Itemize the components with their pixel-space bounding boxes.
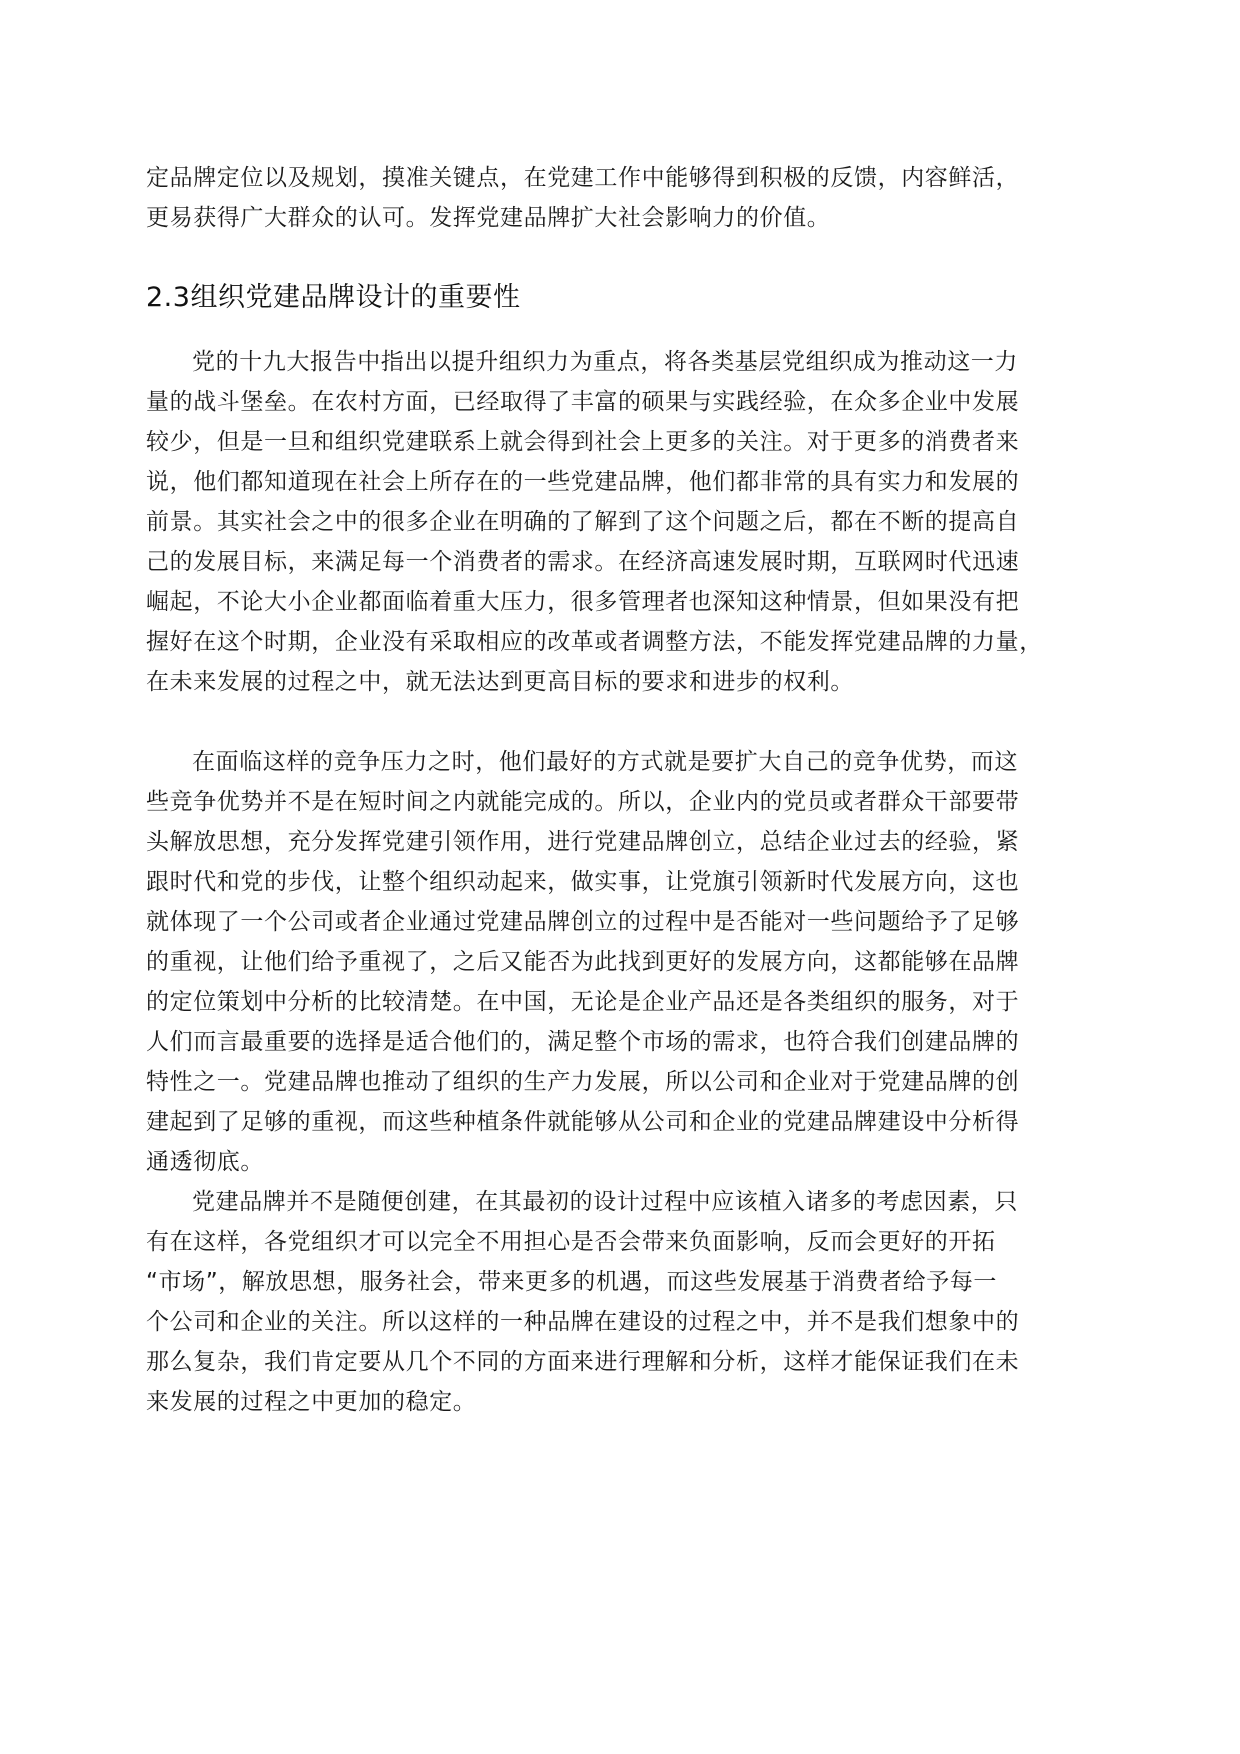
- paragraph-line: “市场”，解放思想，服务社会，带来更多的机遇，而这些发展基于消费者给予每一: [146, 1269, 998, 1295]
- paragraph-line: 的重视，让他们给予重视了，之后又能否为此找到更好的发展方向，这都能够在品牌: [146, 949, 1020, 975]
- paragraph-2: [146, 742, 1096, 1182]
- paragraph-line: 前景。其实社会之中的很多企业在明确的了解到了这个问题之后，都在不断的提高自: [146, 509, 1020, 535]
- paragraph-line: 握好在这个时期，企业没有采取相应的改革或者调整方法，不能发挥党建品牌的力量，: [146, 629, 1043, 655]
- paragraph-line: 说，他们都知道现在社会上所存在的一些党建品牌，他们都非常的具有实力和发展的: [146, 469, 1020, 495]
- paragraph-line: 就体现了一个公司或者企业通过党建品牌创立的过程中是否能对一些问题给予了足够: [146, 909, 1020, 935]
- paragraph-line: 建起到了足够的重视，而这些种植条件就能够从公司和企业的党建品牌建设中分析得: [146, 1109, 1020, 1135]
- paragraph-line: 更易获得广大群众的认可。发挥党建品牌扩大社会影响力的价值。: [146, 205, 831, 231]
- paragraph-line: 来发展的过程之中更加的稳定。: [146, 1389, 477, 1415]
- paragraph-1: [146, 342, 1096, 702]
- paragraph-line: 崛起，不论大小企业都面临着重大压力，很多管理者也深知这种情景，但如果没有把: [146, 589, 1020, 615]
- section-heading: 2.3组织党建品牌设计的重要性: [146, 282, 521, 313]
- paragraph-line: 那么复杂，我们肯定要从几个不同的方面来进行理解和分析，这样才能保证我们在未: [146, 1349, 1020, 1375]
- paragraph-line: 些竞争优势并不是在短时间之内就能完成的。所以，企业内的党员或者群众干部要带: [146, 789, 1020, 815]
- intro-paragraph: [146, 158, 1096, 238]
- paragraph-line: 人们而言最重要的选择是适合他们的，满足整个市场的需求，也符合我们创建品牌的: [146, 1029, 1020, 1055]
- paragraph-line: 党建品牌并不是随便创建，在其最初的设计过程中应该植入诸多的考虑因素，只: [192, 1189, 1018, 1215]
- paragraph-line: 在面临这样的竞争压力之时，他们最好的方式就是要扩大自己的竞争优势，而这: [192, 749, 1018, 775]
- paragraph-line: 通透彻底。: [146, 1149, 264, 1175]
- paragraph-line: 有在这样，各党组织才可以完全不用担心是否会带来负面影响，反而会更好的开拓: [146, 1229, 996, 1255]
- paragraph-line: 头解放思想，充分发挥党建引领作用，进行党建品牌创立，总结企业过去的经验，紧: [146, 829, 1020, 855]
- paragraph-line: 己的发展目标，来满足每一个消费者的需求。在经济高速发展时期，互联网时代迅速: [146, 549, 1020, 575]
- paragraph-line: 个公司和企业的关注。所以这样的一种品牌在建设的过程之中，并不是我们想象中的: [146, 1309, 1020, 1335]
- paragraph-line: 特性之一。党建品牌也推动了组织的生产力发展，所以公司和企业对于党建品牌的创: [146, 1069, 1020, 1095]
- paragraph-3: [146, 1182, 1096, 1422]
- paragraph-line: 量的战斗堡垒。在农村方面，已经取得了丰富的硕果与实践经验，在众多企业中发展: [146, 389, 1020, 415]
- paragraph-line: 的定位策划中分析的比较清楚。在中国，无论是企业产品还是各类组织的服务，对于: [146, 989, 1020, 1015]
- paragraph-line: 定品牌定位以及规划，摸准关键点，在党建工作中能够得到积极的反馈，内容鲜活，: [146, 165, 1020, 191]
- paragraph-line: 在未来发展的过程之中，就无法达到更高目标的要求和进步的权利。: [146, 669, 854, 695]
- paragraph-line: 党的十九大报告中指出以提升组织力为重点，将各类基层党组织成为推动这一力: [192, 349, 1018, 375]
- paragraph-line: 跟时代和党的步伐，让整个组织动起来，做实事，让党旗引领新时代发展方向，这也: [146, 869, 1020, 895]
- paragraph-line: 较少，但是一旦和组织党建联系上就会得到社会上更多的关注。对于更多的消费者来: [146, 429, 1020, 455]
